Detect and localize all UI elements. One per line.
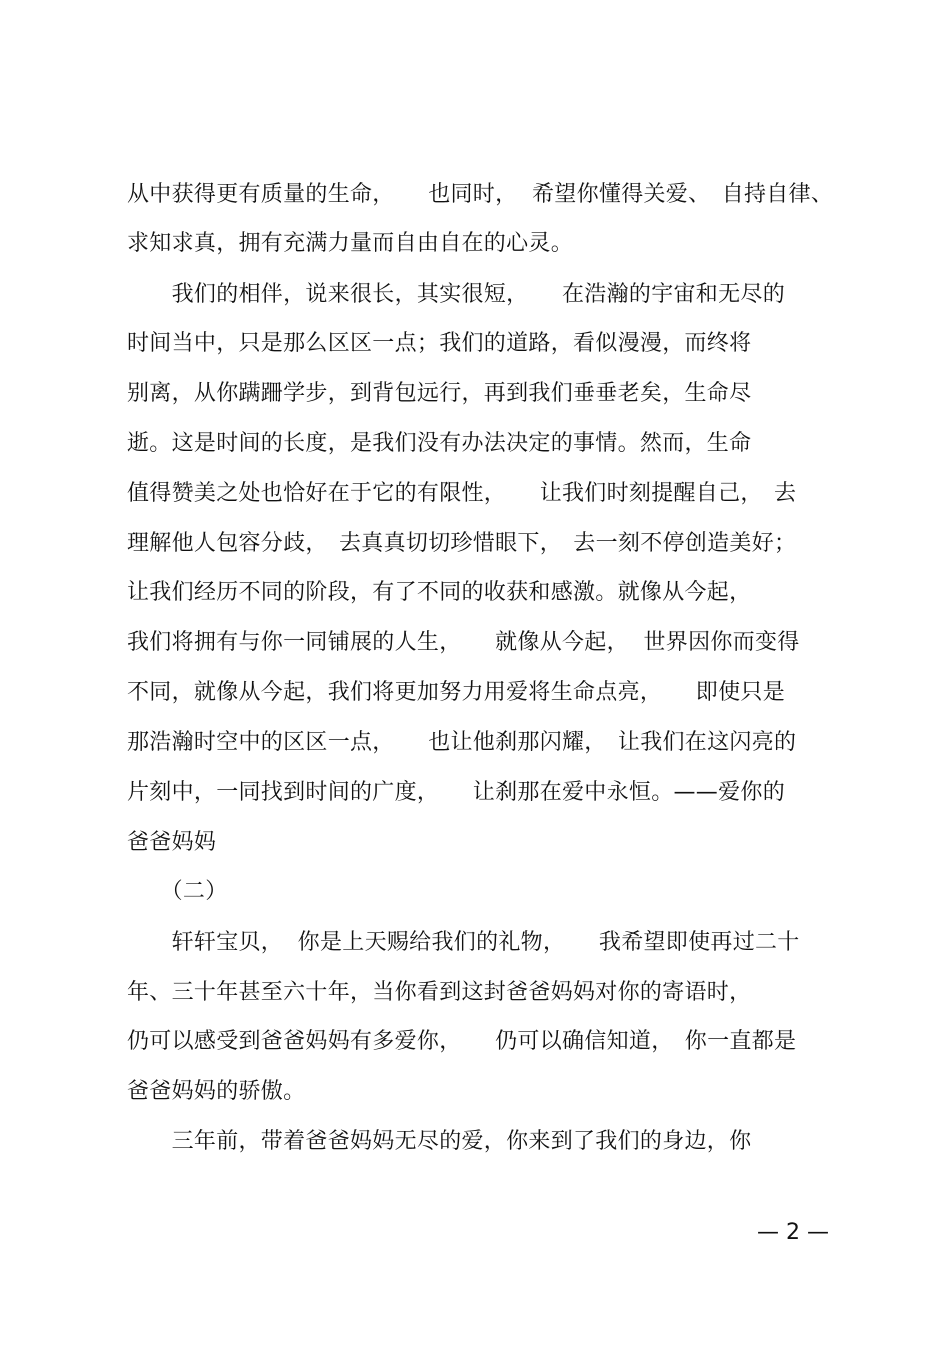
text-line: 时间当中，只是那么区区一点；我们的道路，看似漫漫，而终将	[127, 331, 752, 356]
text-line: 从中获得更有质量的生命， 也同时， 希望你懂得关爱、 自持自律、	[127, 182, 834, 207]
text-line: 片刻中，一同找到时间的广度， 让刹那在爱中永恒。——爱你的	[127, 780, 786, 805]
text-line: 别离，从你蹒跚学步，到背包远行，再到我们垂垂老矣，生命尽	[127, 381, 752, 406]
text-line: 爸爸妈妈的骄傲。	[127, 1079, 306, 1104]
text-line: 逝。这是时间的长度，是我们没有办法决定的事情。然而，生命	[127, 431, 752, 456]
text-line: 我们的相伴，说来很长，其实很短， 在浩瀚的宇宙和无尽的	[127, 282, 786, 307]
text-line: 不同，就像从今起，我们将更加努力用爱将生命点亮， 即使只是	[127, 680, 786, 705]
text-line: 那浩瀚时空中的区区一点， 也让他刹那闪耀， 让我们在这闪亮的	[127, 730, 797, 755]
text-line: 让我们经历不同的阶段，有了不同的收获和感激。就像从今起，	[127, 580, 752, 605]
text-line: 年、三十年甚至六十年，当你看到这封爸爸妈妈对你的寄语时，	[127, 980, 752, 1005]
text-line: 理解他人包容分歧， 去真真切切珍惜眼下， 去一刻不停创造美好；	[127, 531, 797, 556]
text-line: 爸爸妈妈	[127, 830, 217, 855]
text-line: 值得赞美之处也恰好在于它的有限性， 让我们时刻提醒自己， 去	[127, 481, 797, 506]
text-line: 求知求真，拥有充满力量而自由自在的心灵。	[127, 231, 574, 256]
section-heading: （二）	[127, 879, 228, 904]
text-line: 轩轩宝贝， 你是上天赐给我们的礼物， 我希望即使再过二十	[127, 930, 800, 955]
text-line: 三年前，带着爸爸妈妈无尽的爱，你来到了我们的身边，你	[127, 1129, 752, 1154]
text-line: 我们将拥有与你一同铺展的人生， 就像从今起， 世界因你而变得	[127, 630, 800, 655]
text-line: 仍可以感受到爸爸妈妈有多爱你， 仍可以确信知道， 你一直都是	[127, 1029, 797, 1054]
page-number: — 2 —	[757, 1220, 829, 1245]
